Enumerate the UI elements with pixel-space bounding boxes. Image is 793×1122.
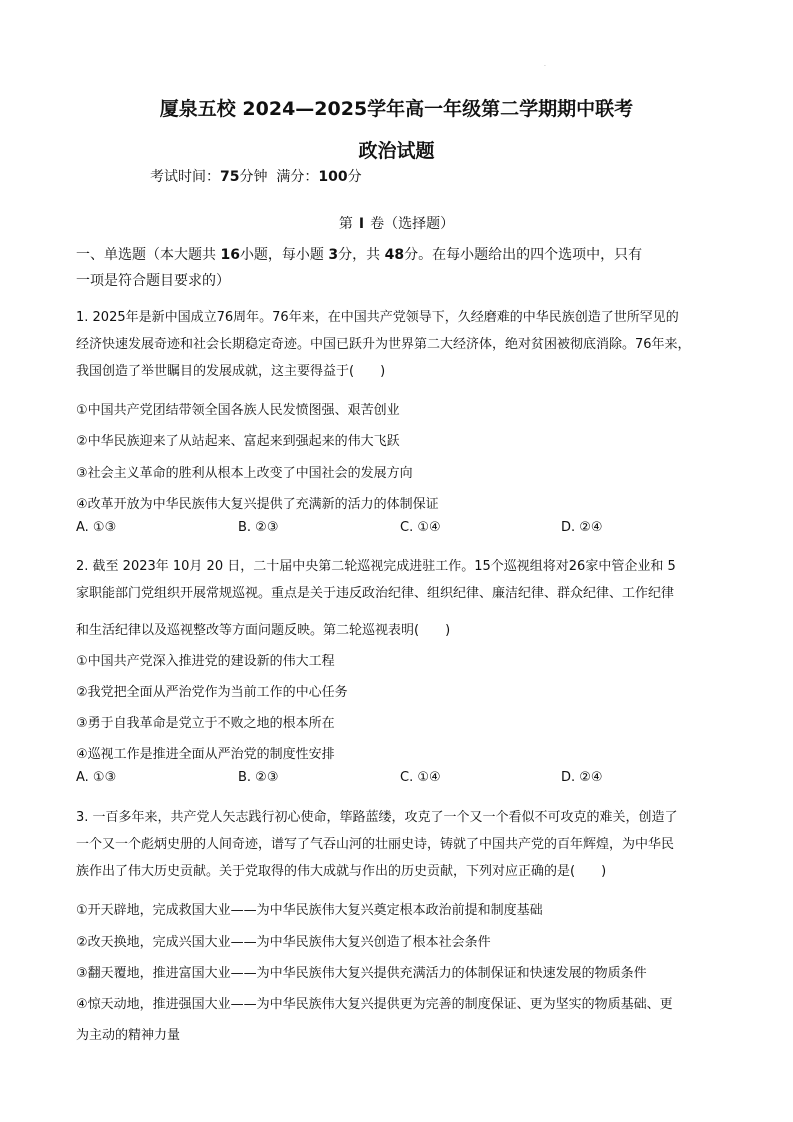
q2-option-b[interactable]: B. ②③ [238, 770, 279, 785]
q1-line: 我国创造了举世瞩目的发展成就，这主要得益于( ) [76, 364, 386, 379]
q2-option-c[interactable]: C. ①④ [400, 770, 441, 785]
q2-line: 和生活纪律以及巡视整改等方面问题反映。第二轮巡视表明( ) [76, 623, 451, 638]
q1-line: 1. 2025年是新中国成立76周年。76年来，在中国共产党领导下，久经磨难的中华民族创造了世所罕见的 [76, 310, 679, 325]
part-label-num: I [358, 216, 365, 232]
q1-line: 经济快速发展奇迹和社会长期稳定奇迹。中国已跃升为世界第二大经济体，绝对贫困被彻底消除。76年来， [76, 337, 691, 352]
q2-option-d[interactable]: D. ②④ [561, 770, 603, 785]
q3-item: ③翻天覆地，推进富国大业——为中华民族伟大复兴提供充满活力的体制保证和快速发展的物质条件 [76, 966, 647, 981]
q1-option-d[interactable]: D. ②④ [561, 520, 603, 535]
part-label-suffix: 卷（选择题） [370, 216, 455, 232]
section-text-d: 分。在每小题给出的四个选项中，只有 [404, 247, 643, 263]
exam-info [150, 166, 362, 186]
q3-item: ④惊天动地，推进强国大业——为中华民族伟大复兴提供更为完善的制度保证、更为坚实的物质基础、更 [76, 997, 673, 1012]
q1-option-c[interactable]: C. ①④ [400, 520, 441, 535]
q3-item: ①开天辟地，完成救国大业——为中华民族伟大复兴奠定根本政治前提和制度基础 [76, 903, 543, 918]
q1-item: ③社会主义革命的胜利从根本上改变了中国社会的发展方向 [76, 466, 413, 481]
section-text-b: 小题，每小题 [239, 247, 329, 263]
exam-time-label: 考试时间： [150, 169, 220, 185]
q1-item: ④改革开放为中华民族伟大复兴提供了充满新的活力的体制保证 [76, 497, 439, 512]
part-label-prefix: 第 [338, 216, 353, 232]
subject-title: 政治试题 [358, 140, 435, 162]
score-value: 100 [318, 169, 348, 185]
q1-item: ①中国共产党团结带领全国各族人民发愤图强、艰苦创业 [76, 403, 400, 418]
q2-item: ④巡视工作是推进全面从严治党的制度性安排 [76, 747, 335, 762]
q3-item: ②改天换地，完成兴国大业——为中华民族伟大复兴创造了根本社会条件 [76, 935, 491, 950]
part-heading [0, 213, 793, 233]
scan-dot: · [544, 63, 546, 70]
q1-option-b[interactable]: B. ②③ [238, 520, 279, 535]
section-instructions-line2: 一项是符合题目要求的） [76, 273, 230, 289]
q2-line: 2. 截至 2023年 10月 20 日，二十届中央第二轮巡视完成进驻工作。15个巡视组将对26家中管企业和 5 [76, 559, 676, 574]
score-unit: 分 [347, 169, 362, 185]
q2-item: ③勇于自我革命是党立于不败之地的根本所在 [76, 716, 335, 731]
q2-item: ①中国共产党深入推进党的建设新的伟大工程 [76, 654, 335, 669]
section-instructions [76, 244, 642, 264]
points-total: 48 [384, 247, 405, 263]
exam-time-value: 75 [220, 169, 240, 185]
section-text-c: 分，共 [338, 247, 385, 263]
question-count: 16 [220, 247, 240, 263]
q3-line: 族作出了伟大历史贡献。关于党取得的伟大成就与作出的历史贡献，下列对应正确的是( ) [76, 864, 607, 879]
q2-option-a[interactable]: A. ①③ [76, 770, 117, 785]
q2-line: 家职能部门党组织开展常规巡视。重点是关于违反政治纪律、组织纪律、廉洁纪律、群众纪律、工作纪律 [76, 586, 675, 601]
points-each: 3 [328, 247, 339, 263]
q2-item: ②我党把全面从严治党作为当前工作的中心任务 [76, 685, 348, 700]
q3-line: 3. 一百多年来，共产党人矢志践行初心使命，筚路蓝缕，攻克了一个又一个看似不可攻克的难关，创造了 [76, 810, 678, 825]
page-title: 厦泉五校 2024—2025学年高一年级第二学期期中联考 [159, 98, 634, 120]
section-text-a: 一、单选题（本大题共 [76, 247, 221, 263]
q3-line: 一个又一个彪炳史册的人间奇迹，谱写了气吞山河的壮丽史诗，铸就了中国共产党的百年辉煌，为中华民 [76, 837, 675, 852]
q3-item: 为主动的精神力量 [76, 1028, 181, 1043]
q1-item: ②中华民族迎来了从站起来、富起来到强起来的伟大飞跃 [76, 434, 400, 449]
exam-time-unit: 分钟 [239, 169, 268, 185]
score-label: 满分： [276, 169, 319, 185]
q1-option-a[interactable]: A. ①③ [76, 520, 117, 535]
